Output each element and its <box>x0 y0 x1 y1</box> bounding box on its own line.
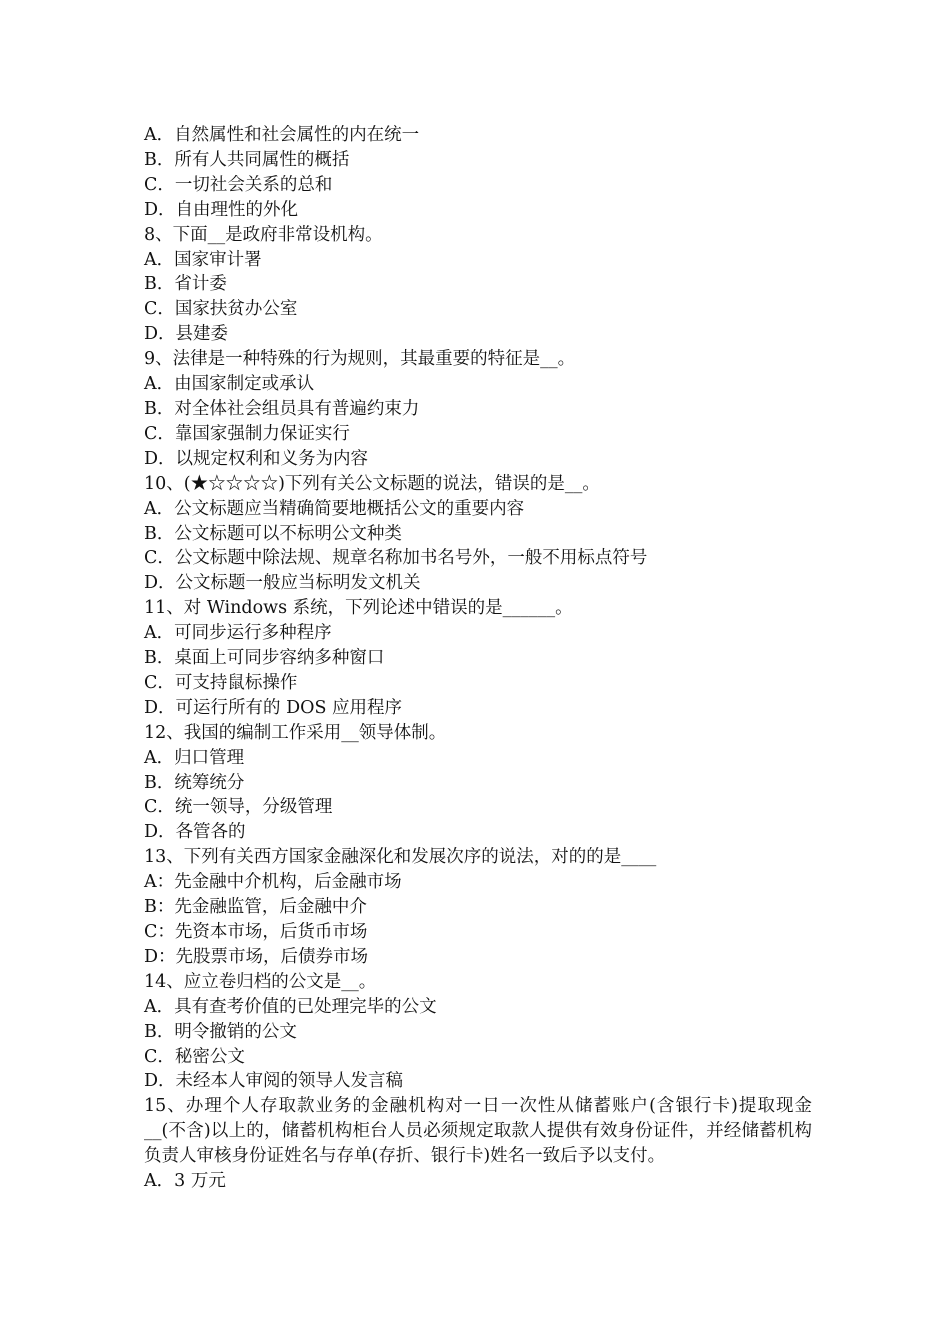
option-line: B．所有人共同属性的概括 <box>144 149 350 170</box>
question-15: 15、办理个人存取款业务的金融机构对一日一次性从储蓄账户(含银行卡)提取现金__(不含)以上的，储蓄机构柜台人员必须规定取款人提供有效身份证件，并经储蓄机构负责人审核身份证姓名与存单(存折、银行卡)姓名一致后予以支付。 <box>144 1096 812 1167</box>
option-line: D．县建委 <box>144 324 229 345</box>
question-11: 11、对 Windows 系统，下列论述中错误的是______。 <box>144 598 573 619</box>
option-line: A．归口管理 <box>144 747 245 768</box>
option-line: C．一切社会关系的总和 <box>144 174 333 195</box>
question-10: 10、(★☆☆☆☆)下列有关公文标题的说法，错误的是__。 <box>144 473 600 494</box>
option-line: C．秘密公文 <box>144 1046 245 1067</box>
option-line: B．对全体社会组员具有普遍约束力 <box>144 398 420 419</box>
option-line: C．统一领导，分级管理 <box>144 797 333 818</box>
option-line: D．各管各的 <box>144 822 246 843</box>
option-line: B．公文标题可以不标明公文种类 <box>144 523 402 544</box>
question-14: 14、应立卷归档的公文是__。 <box>144 971 377 992</box>
option-line: D．自由理性的外化 <box>144 199 299 220</box>
option-line: A．自然属性和社会属性的内在统一 <box>144 125 420 145</box>
option-line: B．桌面上可同步容纳多种窗口 <box>144 648 385 669</box>
option-line: B：先金融监管，后金融中介 <box>144 897 367 918</box>
option-line: C．可支持鼠标操作 <box>144 672 298 693</box>
option-line: A．3 万元 <box>144 1171 226 1192</box>
option-line: B．明令撤销的公文 <box>144 1021 297 1042</box>
option-line: A．由国家制定或承认 <box>144 374 315 395</box>
option-line: A：先金融中介机构，后金融市场 <box>144 872 402 893</box>
question-8: 8、下面__是政府非常设机构。 <box>144 224 383 245</box>
question-9: 9、法律是一种特殊的行为规则，其最重要的特征是__。 <box>144 349 576 370</box>
option-line: A．具有查考价值的已处理完毕的公文 <box>144 996 437 1017</box>
option-line: C．靠国家强制力保证实行 <box>144 423 350 444</box>
option-line: B．省计委 <box>144 274 227 295</box>
option-line: B．统筹统分 <box>144 772 245 793</box>
option-line: A．国家审计署 <box>144 249 262 270</box>
question-12: 12、我国的编制工作采用__领导体制。 <box>144 722 447 743</box>
option-line: D．未经本人审阅的领导人发言稿 <box>144 1071 404 1092</box>
option-line: D．公文标题一般应当标明发文机关 <box>144 573 421 594</box>
option-line: C：先资本市场，后货币市场 <box>144 922 368 942</box>
option-line: D．以规定权利和义务为内容 <box>144 448 369 469</box>
option-line: C．国家扶贫办公室 <box>144 299 298 320</box>
document-body <box>144 123 812 1194</box>
option-line: C．公文标题中除法规、规章名称加书名号外，一般不用标点符号 <box>144 548 648 569</box>
option-line: D：先股票市场，后债券市场 <box>144 946 369 967</box>
option-line: A．公文标题应当精确简要地概括公文的重要内容 <box>144 498 525 519</box>
option-line: A．可同步运行多种程序 <box>144 623 332 644</box>
question-13: 13、下列有关西方国家金融深化和发展次序的说法，对的的是____ <box>144 847 657 868</box>
option-line: D．可运行所有的 DOS 应用程序 <box>144 697 403 718</box>
